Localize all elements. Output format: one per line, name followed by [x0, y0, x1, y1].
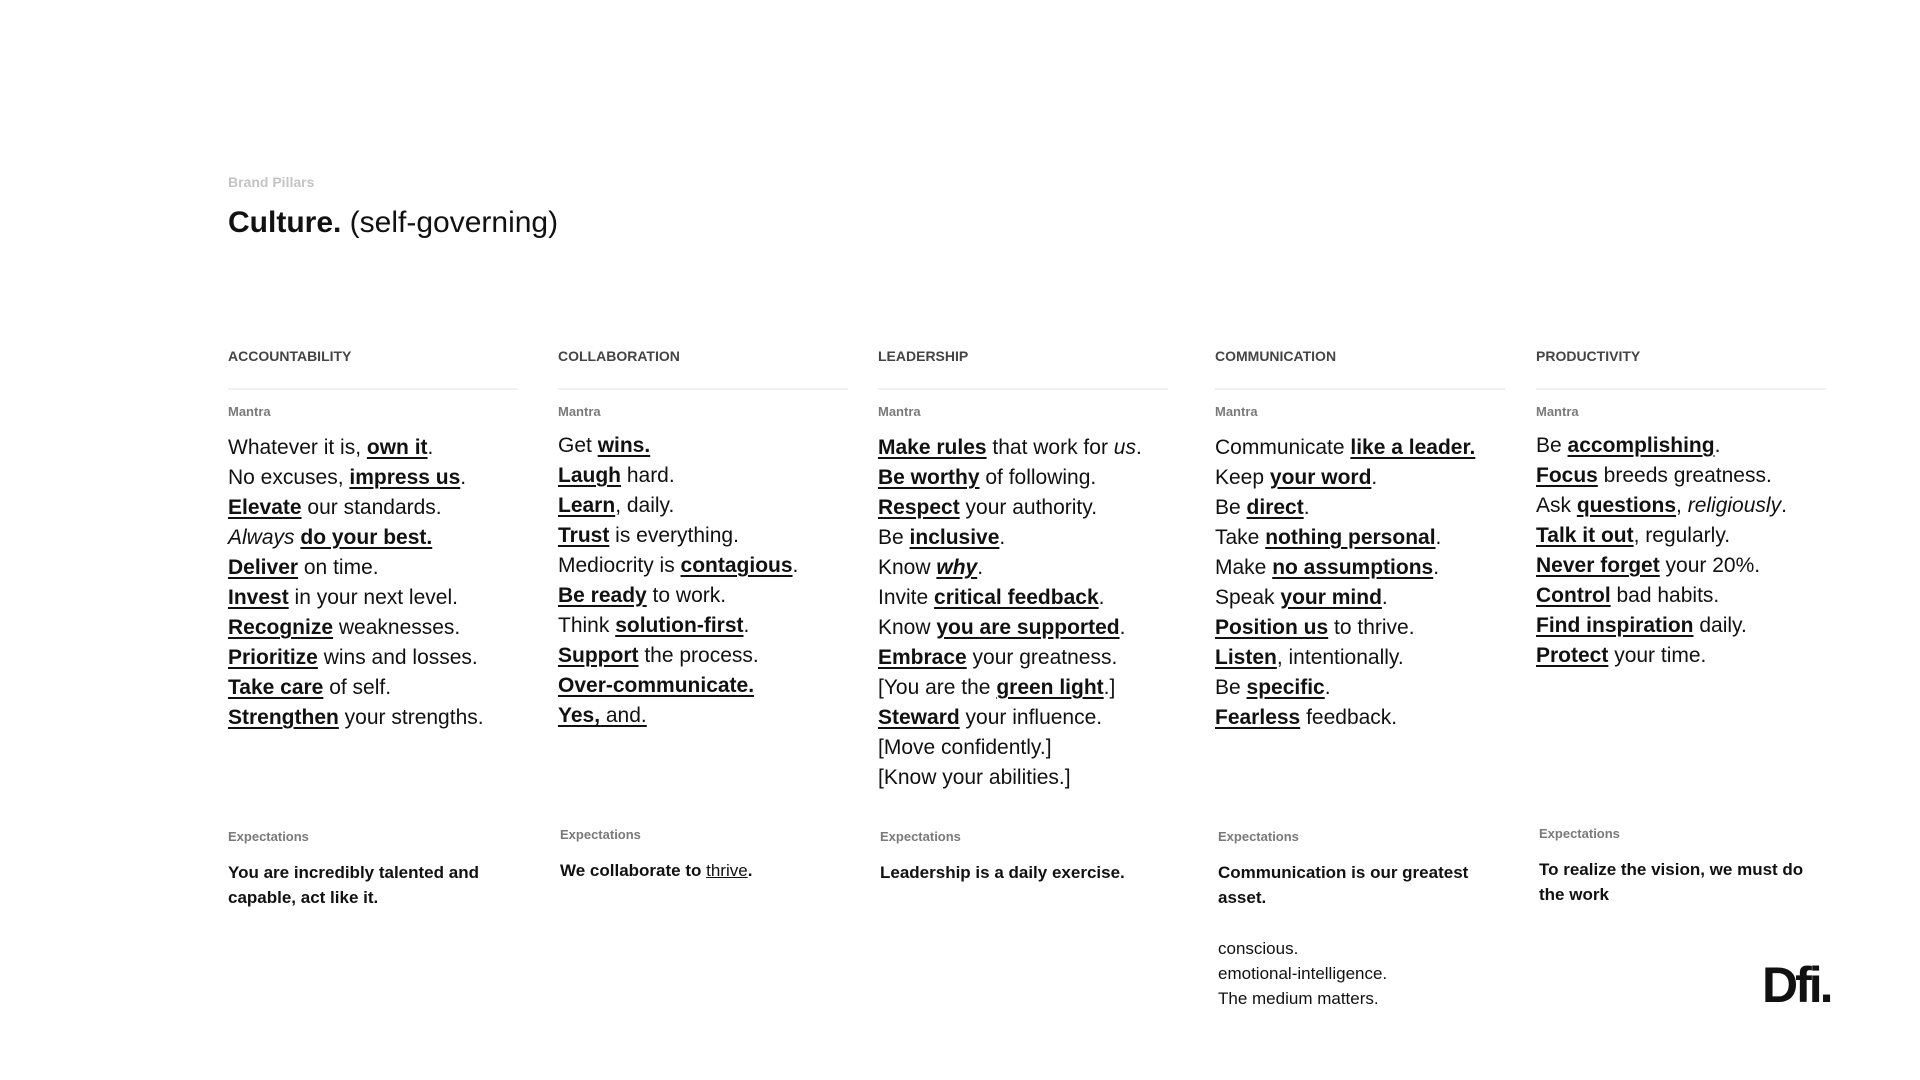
emphasis-segment: like a leader. — [1350, 436, 1476, 459]
mantra-line — [558, 521, 848, 551]
expectation-text — [228, 860, 518, 910]
mantra-line — [558, 491, 848, 521]
title-bold: Culture. — [228, 206, 342, 239]
mantra-line — [878, 763, 1168, 793]
note-line: emotional-intelligence. — [1218, 964, 1388, 983]
emphasis-segment: Listen — [1215, 646, 1277, 669]
mantra-line — [558, 611, 848, 641]
text-segment: that work for — [986, 436, 1114, 459]
mantra-line — [228, 523, 518, 553]
emphasis-segment: Focus — [1536, 464, 1598, 487]
communication-notes — [1218, 936, 1508, 1011]
pillar-column-accountability — [228, 348, 518, 733]
emphasis-segment: accomplishing — [1567, 434, 1715, 457]
text-segment: . — [1371, 466, 1378, 489]
mantra-line — [228, 643, 518, 673]
text-segment: . — [1119, 616, 1126, 639]
expectation-text — [1539, 857, 1829, 907]
mantra-line — [878, 643, 1168, 673]
emphasis-segment: Respect — [878, 496, 960, 519]
mantra-line — [878, 613, 1168, 643]
text-segment: Ask — [1536, 494, 1577, 517]
emphasis-segment: Position us — [1215, 616, 1329, 639]
text-segment: You are incredibly talented and capable, act like it. — [228, 863, 479, 907]
text-segment: of following. — [979, 466, 1097, 489]
mantra-label: Mantra — [878, 404, 921, 419]
text-segment: our standards. — [301, 496, 442, 519]
text-segment: , daily. — [615, 494, 675, 517]
emphasis-segment: Steward — [878, 706, 960, 729]
text-segment: your greatness. — [966, 646, 1118, 669]
expectations-leadership — [880, 829, 1170, 885]
mantra-line — [228, 583, 518, 613]
emphasis-segment: inclusive — [909, 526, 1000, 549]
text-segment: Leadership is a daily exercise. — [880, 863, 1125, 882]
text-segment: . — [427, 436, 434, 459]
mantra-line — [878, 673, 1168, 703]
mantra-line — [228, 613, 518, 643]
mantra-line — [228, 433, 518, 463]
emphasis-segment: and. — [600, 704, 647, 727]
mantra-line — [1215, 493, 1505, 523]
text-segment: hard. — [621, 464, 675, 487]
mantra-list — [1215, 433, 1505, 733]
text-segment: Make — [1215, 556, 1273, 579]
text-segment: . — [792, 554, 799, 577]
emphasis-segment: Invest — [228, 586, 289, 609]
expectations-accountability — [228, 829, 518, 910]
text-segment: your authority. — [959, 496, 1098, 519]
logo-text: Dfi — [1762, 957, 1820, 1013]
text-segment: Know — [878, 616, 937, 639]
emphasis-segment: Yes, — [558, 704, 601, 727]
emphasis-segment: Talk it out — [1536, 524, 1634, 547]
mantra-line — [1536, 611, 1826, 641]
text-segment: , regularly. — [1633, 524, 1731, 547]
text-segment: your influence. — [959, 706, 1103, 729]
text-segment: No excuses, — [228, 466, 350, 489]
text-segment: is everything. — [609, 524, 739, 547]
text-segment: Be — [1215, 496, 1247, 519]
mantra-line — [1215, 583, 1505, 613]
emphasis-segment: your word — [1269, 466, 1372, 489]
text-segment: . — [977, 556, 984, 579]
text-segment: [Move confidently.] — [878, 736, 1052, 759]
emphasis-segment: Protect — [1536, 644, 1609, 667]
mantra-list — [558, 431, 848, 731]
text-segment: Know — [878, 556, 937, 579]
text-segment: [You are the — [878, 676, 997, 699]
expectations-communication — [1218, 829, 1508, 1011]
emphasis-segment: Deliver — [228, 556, 299, 579]
text-segment: Keep — [1215, 466, 1270, 489]
text-segment: of self. — [323, 676, 392, 699]
expectation-text — [1218, 860, 1508, 910]
emphasis-segment: Elevate — [228, 496, 302, 519]
emphasis-segment: Prioritize — [228, 646, 318, 669]
mantra-line — [558, 641, 848, 671]
mantra-line — [1536, 641, 1826, 671]
mantra-line — [558, 431, 848, 461]
mantra-list — [878, 433, 1168, 793]
emphasis-segment: do your best. — [300, 526, 433, 549]
mantra-label: Mantra — [1536, 404, 1579, 419]
emphasis-segment: wins. — [597, 434, 651, 457]
text-segment: . — [999, 526, 1006, 549]
emphasis-segment: Trust — [558, 524, 610, 547]
mantra-line — [1536, 431, 1826, 461]
mantra-line — [228, 463, 518, 493]
text-segment: [Know your abilities.] — [878, 766, 1071, 789]
mantra-line — [1215, 673, 1505, 703]
mantra-line — [228, 493, 518, 523]
mantra-line — [1536, 461, 1826, 491]
text-segment: Be — [1536, 434, 1568, 457]
mantra-line — [878, 733, 1168, 763]
mantra-line — [878, 463, 1168, 493]
text-segment: weaknesses. — [333, 616, 461, 639]
mantra-list — [228, 433, 518, 733]
mantra-line — [558, 671, 848, 701]
text-segment: to thrive. — [1328, 616, 1415, 639]
note-line: The medium matters. — [1218, 989, 1379, 1008]
column-heading: ACCOUNTABILITY — [228, 348, 518, 390]
text-segment: on time. — [298, 556, 379, 579]
mantra-line — [878, 433, 1168, 463]
text-segment: Think — [558, 614, 616, 637]
mantra-label: Mantra — [228, 404, 271, 419]
mantra-line — [228, 673, 518, 703]
mantra-line — [1215, 553, 1505, 583]
mantra-line — [1215, 433, 1505, 463]
page-title — [228, 206, 558, 240]
expectations-collaboration — [560, 827, 850, 883]
mantra-line — [1215, 523, 1505, 553]
text-segment: breeds greatness. — [1597, 464, 1772, 487]
text-segment: .] — [1103, 676, 1116, 699]
dfi-logo — [1762, 956, 1831, 1014]
emphasis-segment: solution-first — [615, 614, 744, 637]
emphasis-segment: own it — [366, 436, 428, 459]
emphasis-segment: Fearless — [1215, 706, 1301, 729]
emphasis-segment: Control — [1536, 584, 1611, 607]
text-segment: . — [1098, 586, 1105, 609]
mantra-line — [228, 703, 518, 733]
emphasis-segment: why — [936, 556, 978, 579]
text-segment: Be — [1215, 676, 1247, 699]
mantra-line — [1536, 551, 1826, 581]
emphasis-segment: Be ready — [558, 584, 647, 607]
expectation-text — [880, 860, 1170, 885]
mantra-line — [1536, 521, 1826, 551]
mantra-line — [1215, 613, 1505, 643]
column-heading: LEADERSHIP — [878, 348, 1168, 390]
mantra-line — [1536, 491, 1826, 521]
text-segment: Communication is our greatest asset. — [1218, 863, 1469, 907]
emphasis-segment: Learn — [558, 494, 616, 517]
text-segment: . — [1435, 526, 1442, 549]
eyebrow-label: Brand Pillars — [228, 174, 315, 190]
mantra-line — [558, 581, 848, 611]
column-heading: COLLABORATION — [558, 348, 848, 390]
emphasis-segment: Never forget — [1536, 554, 1660, 577]
text-segment: feedback. — [1300, 706, 1398, 729]
column-heading: PRODUCTIVITY — [1536, 348, 1826, 390]
expectations-label: Expectations — [560, 827, 641, 842]
pillar-column-productivity — [1536, 348, 1826, 671]
text-segment: Get — [558, 434, 598, 457]
expectations-label: Expectations — [1539, 826, 1620, 841]
text-segment: . — [1324, 676, 1331, 699]
expectations-label: Expectations — [1218, 829, 1299, 844]
text-segment: in your next level. — [288, 586, 458, 609]
title-rest: (self-governing) — [341, 206, 559, 239]
text-segment: daily. — [1693, 614, 1747, 637]
text-segment: Take — [1215, 526, 1266, 549]
italic-segment: Always — [228, 526, 295, 549]
pillar-column-collaboration — [558, 348, 848, 731]
text-segment: . — [460, 466, 467, 489]
emphasis-segment: no assumptions — [1272, 556, 1434, 579]
mantra-line — [1215, 703, 1505, 733]
emphasis-segment: your mind — [1280, 586, 1382, 609]
emphasis-segment: questions — [1576, 494, 1677, 517]
text-segment: , intentionally. — [1276, 646, 1404, 669]
text-segment: . — [1381, 586, 1388, 609]
emphasis-segment: Find inspiration — [1536, 614, 1694, 637]
expectations-label: Expectations — [228, 829, 309, 844]
emphasis-segment: specific — [1246, 676, 1325, 699]
note-line: conscious. — [1218, 939, 1299, 958]
emphasis-segment: Be worthy — [878, 466, 980, 489]
mantra-line — [558, 461, 848, 491]
text-segment: . — [743, 614, 750, 637]
logo-dot: . — [1819, 957, 1831, 1013]
mantra-list — [1536, 431, 1826, 671]
mantra-line — [878, 493, 1168, 523]
text-segment: We collaborate to — [560, 861, 707, 880]
italic-segment: religiously — [1687, 494, 1782, 517]
pillar-column-communication — [1215, 348, 1505, 733]
mantra-label: Mantra — [1215, 404, 1258, 419]
text-segment: . — [1135, 436, 1142, 459]
text-segment: Whatever it is, — [228, 436, 367, 459]
text-segment: . — [1303, 496, 1310, 519]
mantra-line — [1215, 463, 1505, 493]
emphasis-segment: impress us — [349, 466, 461, 489]
pillar-column-leadership — [878, 348, 1168, 793]
emphasis-segment: thrive — [706, 861, 748, 880]
text-segment: your 20%. — [1659, 554, 1761, 577]
text-segment: , — [1676, 494, 1688, 517]
text-segment: bad habits. — [1610, 584, 1720, 607]
emphasis-segment: Over-communicate. — [558, 674, 755, 697]
column-heading: COMMUNICATION — [1215, 348, 1505, 390]
emphasis-segment: you are supported — [936, 616, 1120, 639]
emphasis-segment: Take care — [228, 676, 324, 699]
emphasis-segment: Recognize — [228, 616, 334, 639]
text-segment: Communicate — [1215, 436, 1351, 459]
italic-segment: us — [1113, 436, 1136, 459]
mantra-line — [228, 553, 518, 583]
text-segment: . — [1781, 494, 1787, 517]
text-segment: To realize the vision, we must do the work — [1539, 860, 1804, 904]
text-segment: to work. — [646, 584, 727, 607]
emphasis-segment: Embrace — [878, 646, 967, 669]
emphasis-segment: Strengthen — [228, 706, 339, 729]
emphasis-segment: direct — [1246, 496, 1304, 519]
text-segment: Invite — [878, 586, 935, 609]
expectations-label: Expectations — [880, 829, 961, 844]
emphasis-segment: Make rules — [878, 436, 987, 459]
text-segment: Be — [878, 526, 910, 549]
mantra-line — [878, 523, 1168, 553]
text-segment: your time. — [1608, 644, 1707, 667]
emphasis-segment: contagious — [680, 554, 793, 577]
expectation-text — [560, 858, 850, 883]
text-segment: the process. — [638, 644, 759, 667]
text-segment: wins and losses. — [317, 646, 478, 669]
text-segment: Speak — [1215, 586, 1281, 609]
mantra-label: Mantra — [558, 404, 601, 419]
text-segment: Mediocrity is — [558, 554, 681, 577]
emphasis-segment: Support — [558, 644, 639, 667]
emphasis-segment: nothing personal — [1265, 526, 1436, 549]
mantra-line — [1215, 643, 1505, 673]
mantra-line — [878, 553, 1168, 583]
mantra-line — [1536, 581, 1826, 611]
emphasis-segment: green light — [996, 676, 1104, 699]
mantra-line — [878, 703, 1168, 733]
mantra-line — [878, 583, 1168, 613]
expectations-productivity — [1539, 826, 1829, 907]
text-segment: . — [1714, 434, 1721, 457]
mantra-line — [558, 701, 848, 731]
text-segment: your strengths. — [338, 706, 484, 729]
emphasis-segment: Laugh — [558, 464, 621, 487]
text-segment: . — [747, 861, 753, 880]
text-segment: . — [1433, 556, 1440, 579]
emphasis-segment: critical feedback — [934, 586, 1099, 609]
mantra-line — [558, 551, 848, 581]
